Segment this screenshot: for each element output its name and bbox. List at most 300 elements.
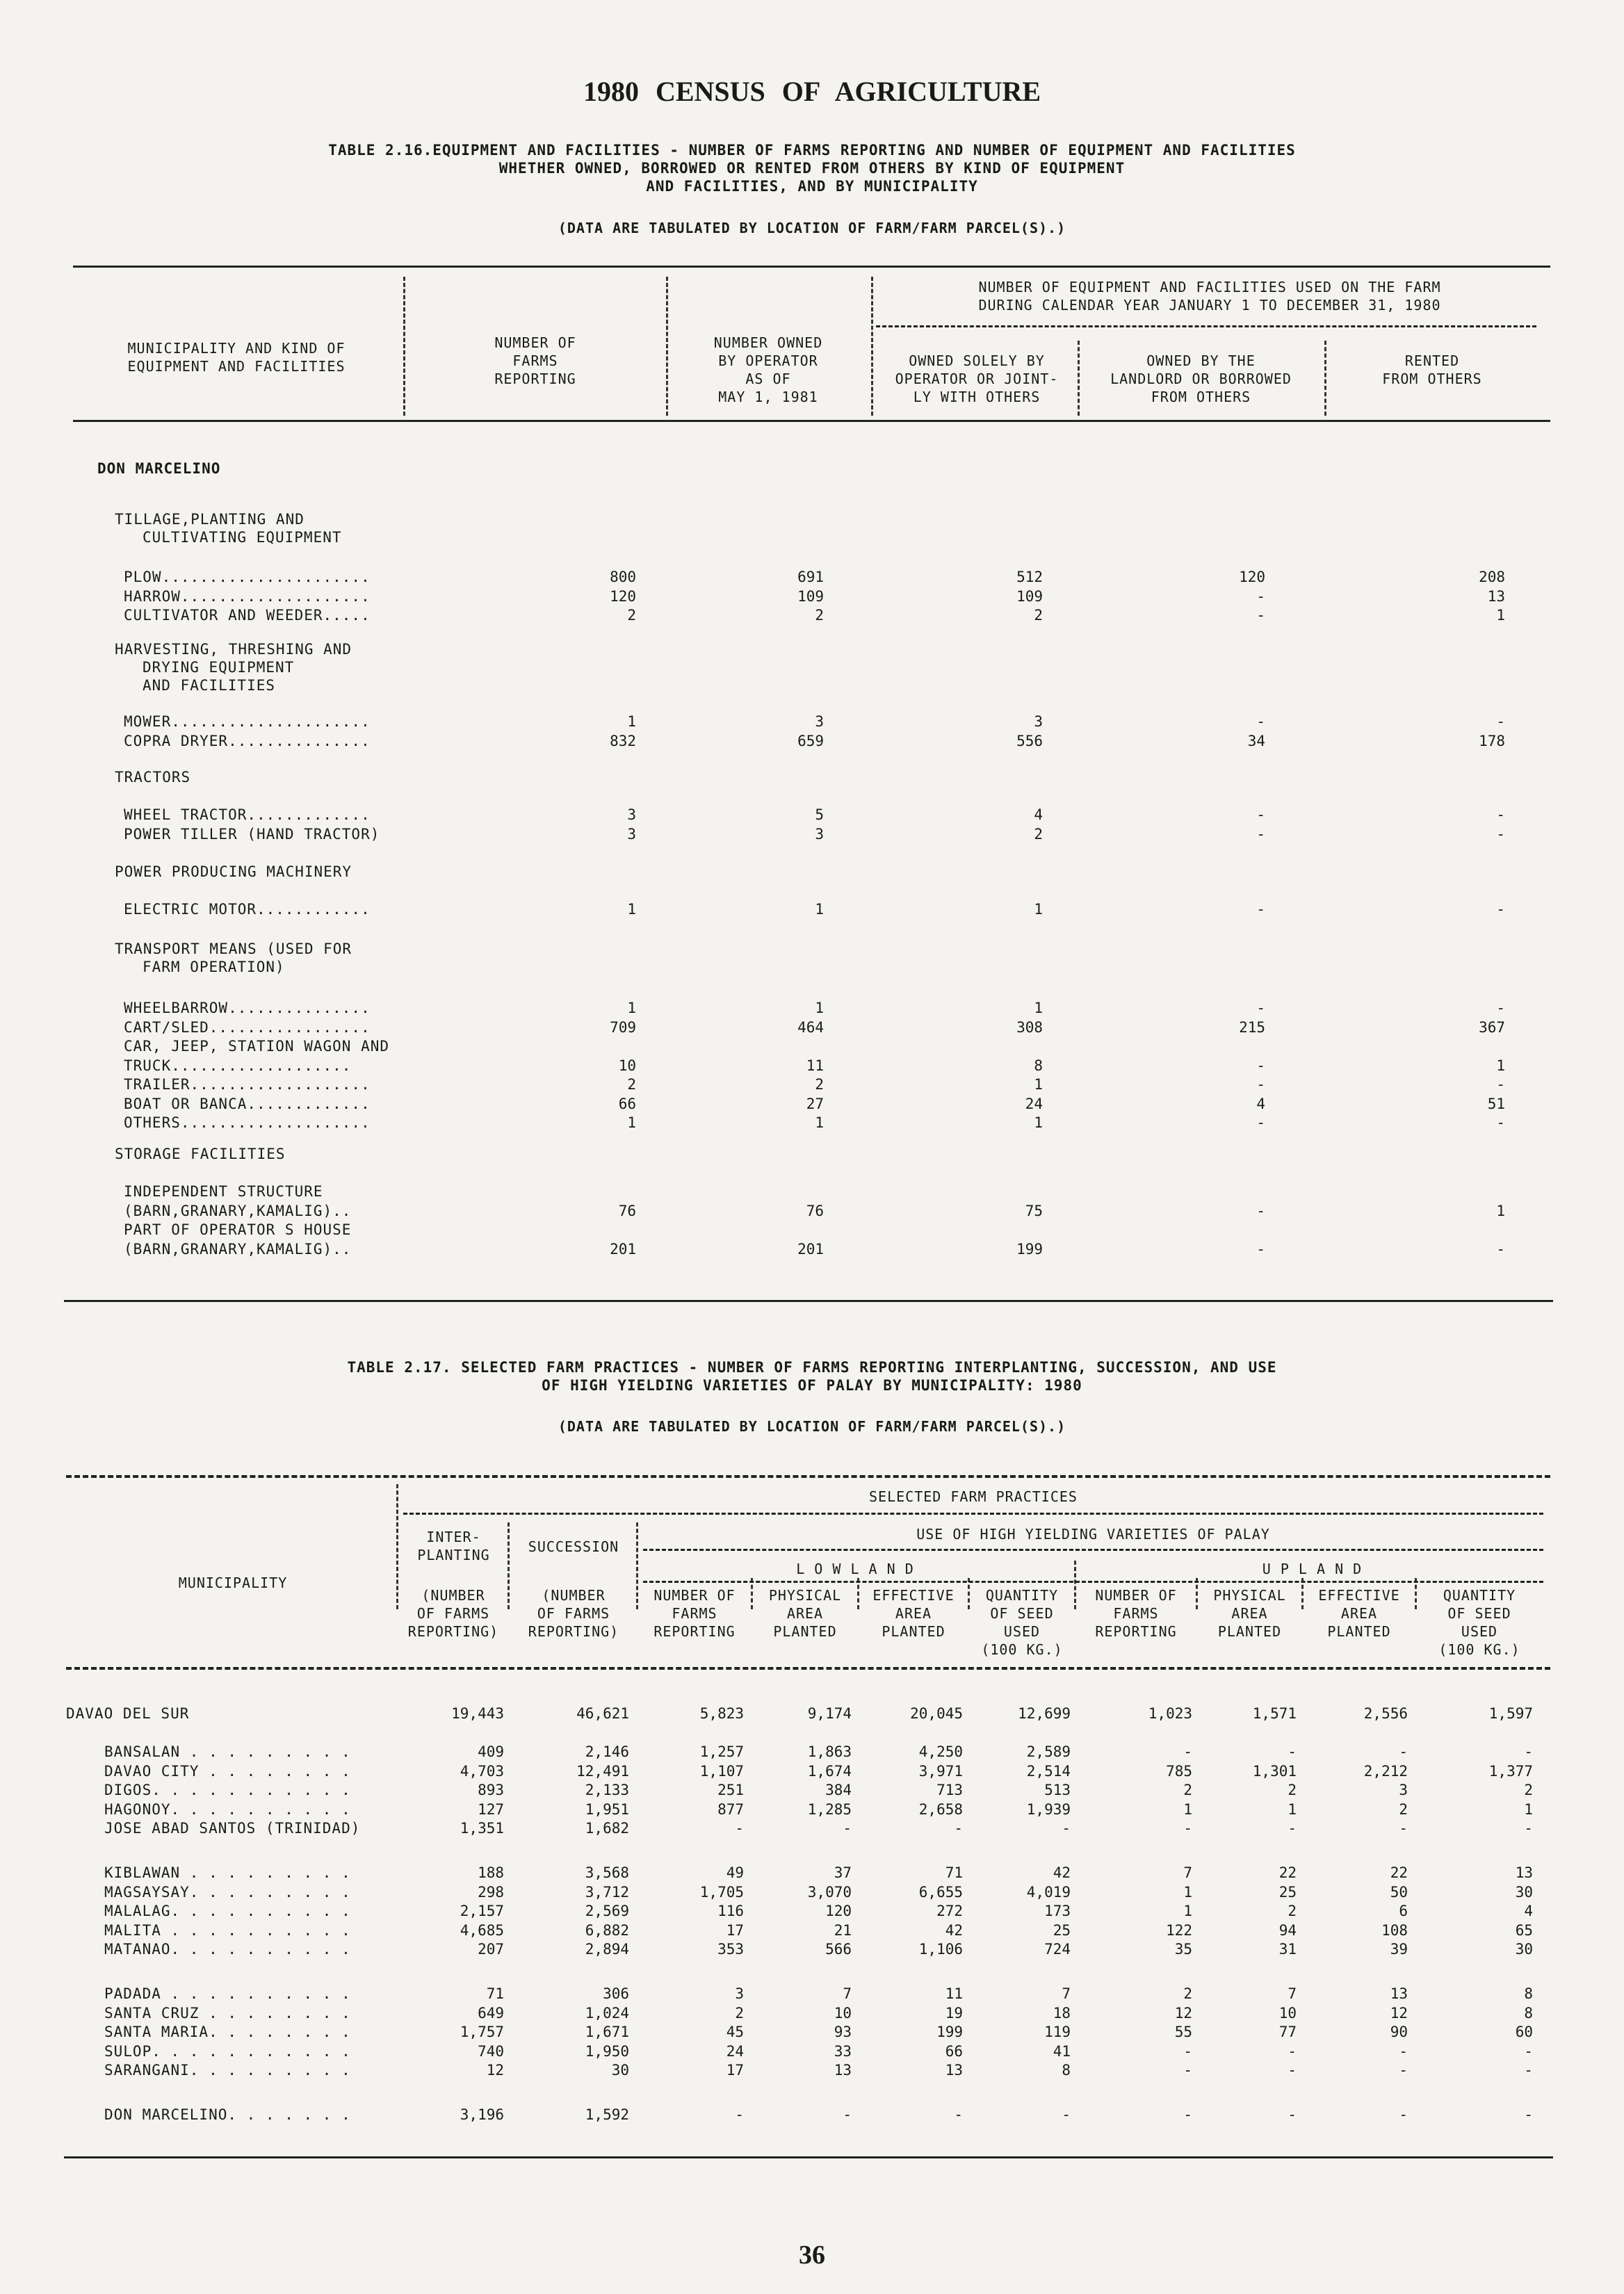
cell-value: 2 — [815, 1076, 824, 1093]
cell-value: 384 — [825, 1782, 852, 1798]
cell-value: 513 — [1044, 1782, 1071, 1798]
cell-value: 3 — [815, 825, 824, 843]
cell-value: 649 — [478, 2004, 504, 2022]
cell-value: - — [1256, 1076, 1265, 1093]
cell-value: 8 — [1034, 1057, 1043, 1074]
row-label: CULTIVATOR AND WEEDER..... — [124, 607, 371, 624]
table1-header-farms: NUMBER OF FARMS REPORTING — [494, 334, 576, 387]
section-heading: TILLAGE,PLANTING AND — [115, 511, 304, 528]
cell-value: 39 — [1390, 1941, 1408, 1958]
cell-value: 709 — [610, 1018, 636, 1036]
row-label: DAVAO CITY . . . . . . . . — [104, 1762, 351, 1780]
cell-value: 22 — [1390, 1864, 1408, 1881]
cell-value: 2 — [627, 1076, 636, 1093]
cell-value: 2,589 — [1026, 1743, 1071, 1760]
cell-value: - — [1496, 1000, 1505, 1016]
cell-value: - — [1256, 713, 1265, 730]
cell-value: 12,699 — [1018, 1705, 1071, 1722]
row-label: ELECTRIC MOTOR............ — [124, 901, 371, 918]
table1-vsep — [1078, 341, 1080, 416]
cell-value: 1 — [1034, 901, 1043, 918]
cell-value: - — [1183, 2042, 1192, 2060]
cell-value: 3 — [735, 1985, 744, 2002]
table1-header-landlord: OWNED BY THE LANDLORD OR BORROWED FROM OTHERS — [1110, 352, 1292, 405]
cell-value: 1,023 — [1148, 1705, 1192, 1722]
table2-header-c2: (NUMBER OF FARMS REPORTING) — [528, 1587, 619, 1640]
table1-vsep — [1324, 341, 1326, 416]
row-label: INDEPENDENT STRUCTURE — [124, 1183, 323, 1200]
cell-value: 2 — [1288, 1782, 1297, 1798]
cell-value: 31 — [1278, 1941, 1297, 1958]
cell-value: 1,257 — [699, 1743, 744, 1760]
cell-value: - — [1256, 1202, 1265, 1219]
cell-value: 1,592 — [585, 2106, 629, 2123]
cell-value: - — [1256, 806, 1265, 823]
row-label: BOAT OR BANCA............. — [124, 1095, 371, 1112]
cell-value: 60 — [1515, 2024, 1533, 2040]
cell-value: - — [843, 2106, 852, 2123]
cell-value: 76 — [618, 1202, 636, 1219]
cell-value: 7 — [843, 1985, 852, 2002]
cell-value: 25 — [1053, 1921, 1071, 1939]
cell-value: 66 — [618, 1095, 636, 1112]
table2-header-c5: EFFECTIVE AREA PLANTED — [872, 1587, 955, 1640]
cell-value: 1 — [1034, 1076, 1043, 1093]
cell-value: 3,568 — [585, 1864, 629, 1881]
cell-value: 4,019 — [1026, 1883, 1071, 1901]
section-heading: FARM OPERATION) — [143, 959, 285, 975]
cell-value: 42 — [945, 1921, 963, 1939]
cell-value: 120 — [825, 1903, 852, 1919]
cell-value: 1 — [1183, 1903, 1192, 1919]
row-label: COPRA DRYER............... — [124, 732, 371, 749]
cell-value: 46,621 — [576, 1705, 629, 1722]
cell-value: 19,443 — [451, 1705, 504, 1722]
cell-value: 65 — [1515, 1921, 1533, 1939]
cell-value: 18 — [1053, 2004, 1071, 2022]
cell-value: 3,196 — [460, 2106, 504, 2123]
cell-value: 2 — [1034, 607, 1043, 624]
row-label: DON MARCELINO. . . . . . . — [104, 2106, 351, 2123]
row-label: DAVAO DEL SUR — [66, 1705, 190, 1722]
cell-value: - — [735, 2106, 744, 2123]
row-label: (BARN,GRANARY,KAMALIG).. — [124, 1240, 352, 1258]
cell-value: 3 — [1034, 713, 1043, 730]
cell-value: 13 — [834, 2062, 852, 2079]
cell-value: - — [1524, 2106, 1533, 2123]
cell-value: 1,597 — [1488, 1705, 1533, 1722]
cell-value: - — [1496, 1114, 1505, 1131]
cell-value: - — [1399, 1820, 1408, 1837]
cell-value: 251 — [717, 1782, 744, 1798]
cell-value: 800 — [610, 569, 636, 585]
cell-value: 35 — [1174, 1941, 1192, 1958]
cell-value: 3 — [815, 713, 824, 730]
cell-value: 94 — [1278, 1921, 1297, 1939]
cell-value: 1 — [1183, 1800, 1192, 1818]
cell-value: 6 — [1399, 1903, 1408, 1919]
table2-header-selected: SELECTED FARM PRACTICES — [869, 1488, 1078, 1505]
cell-value: 6,655 — [918, 1883, 963, 1901]
cell-value: 24 — [1025, 1095, 1043, 1112]
cell-value: 713 — [936, 1782, 963, 1798]
cell-value: 199 — [936, 2024, 963, 2040]
cell-value: - — [1183, 1743, 1192, 1760]
row-label: KIBLAWAN . . . . . . . . . — [104, 1864, 351, 1881]
cell-value: 10 — [1278, 2004, 1297, 2022]
cell-value: 12 — [1174, 2004, 1192, 2022]
cell-value: 5,823 — [699, 1705, 744, 1722]
cell-value: 3,070 — [807, 1883, 852, 1901]
cell-value: 2 — [735, 2004, 744, 2022]
cell-value: 2,894 — [585, 1941, 629, 1958]
cell-value: 272 — [936, 1903, 963, 1919]
cell-value: 7 — [1288, 1985, 1297, 2002]
cell-value: 877 — [717, 1800, 744, 1818]
section-heading: CULTIVATING EQUIPMENT — [143, 529, 342, 546]
cell-value: 556 — [1016, 732, 1043, 749]
row-label: MAGSAYSAY. . . . . . . . . — [104, 1883, 351, 1901]
table1-vsep — [403, 277, 405, 416]
cell-value: 19 — [945, 2004, 963, 2022]
cell-value: 17 — [726, 1921, 744, 1939]
cell-value: - — [1256, 901, 1265, 918]
cell-value: 22 — [1278, 1864, 1297, 1881]
cell-value: 10 — [618, 1057, 636, 1074]
cell-value: 208 — [1479, 569, 1505, 585]
cell-value: 1,285 — [807, 1800, 852, 1818]
cell-value: - — [1524, 2062, 1533, 2079]
table1-header-solely: OWNED SOLELY BY OPERATOR OR JOINT- LY WITH OTHERS — [895, 352, 1059, 405]
table2-header-c7: NUMBER OF FARMS REPORTING — [1095, 1587, 1177, 1640]
row-label: WHEEL TRACTOR............. — [124, 806, 371, 823]
cell-value: 207 — [478, 1941, 504, 1958]
cell-value: - — [1288, 2062, 1297, 2079]
table1-municipality: DON MARCELINO — [97, 460, 221, 477]
cell-value: 893 — [478, 1782, 504, 1798]
cell-value: 1,939 — [1026, 1800, 1071, 1818]
row-label: OTHERS.................... — [124, 1114, 371, 1131]
row-label: MALITA . . . . . . . . . . — [104, 1921, 351, 1939]
cell-value: 30 — [611, 2062, 629, 2079]
row-label: SARANGANI. . . . . . . . . — [104, 2062, 351, 2079]
cell-value: 1 — [1524, 1800, 1533, 1818]
row-label: TRUCK................... — [124, 1057, 352, 1074]
cell-value: 13 — [945, 2062, 963, 2079]
table1-vsep — [871, 277, 873, 416]
table2-header-c3: NUMBER OF FARMS REPORTING — [653, 1587, 736, 1640]
cell-value: 1,351 — [460, 1820, 504, 1837]
row-label: CAR, JEEP, STATION WAGON AND — [124, 1038, 390, 1055]
cell-value: 9,174 — [807, 1705, 852, 1722]
table2-header-inter: INTER- PLANTING — [417, 1529, 490, 1563]
cell-value: 201 — [610, 1240, 636, 1258]
section-heading: DRYING EQUIPMENT — [143, 659, 295, 676]
cell-value: 173 — [1044, 1903, 1071, 1919]
section-heading: POWER PRODUCING MACHINERY — [115, 863, 352, 880]
cell-value: 308 — [1016, 1018, 1043, 1036]
cell-value: 188 — [478, 1864, 504, 1881]
cell-value: 75 — [1025, 1202, 1043, 1219]
cell-value: - — [1256, 607, 1265, 624]
cell-value: 178 — [1479, 732, 1505, 749]
cell-value: - — [1288, 2106, 1297, 2123]
row-label: POWER TILLER (HAND TRACTOR) — [124, 825, 380, 843]
cell-value: 127 — [478, 1800, 504, 1818]
row-label: MATANAO. . . . . . . . . . — [104, 1941, 351, 1958]
row-label: DIGOS. . . . . . . . . . . — [104, 1782, 351, 1798]
cell-value: 1,106 — [918, 1941, 963, 1958]
cell-value: - — [1496, 713, 1505, 730]
cell-value: 1,301 — [1252, 1762, 1297, 1780]
cell-value: - — [1256, 587, 1265, 605]
cell-value: 2 — [1524, 1782, 1533, 1798]
cell-value: 77 — [1278, 2024, 1297, 2040]
row-label: JOSE ABAD SANTOS (TRINIDAD) — [104, 1820, 361, 1837]
row-label: BANSALAN . . . . . . . . . — [104, 1743, 351, 1760]
cell-value: 12 — [486, 2062, 504, 2079]
cell-value: 6,882 — [585, 1921, 629, 1939]
cell-value: - — [1496, 1076, 1505, 1093]
cell-value: 10 — [834, 2004, 852, 2022]
table2-header-succession: SUCCESSION — [528, 1538, 619, 1555]
cell-value: 7 — [1062, 1985, 1071, 2002]
cell-value: 41 — [1053, 2042, 1071, 2060]
cell-value: 1,571 — [1252, 1705, 1297, 1722]
cell-value: 55 — [1174, 2024, 1192, 2040]
cell-value: 2 — [1288, 1903, 1297, 1919]
cell-value: - — [1524, 1820, 1533, 1837]
cell-value: 122 — [1166, 1921, 1192, 1939]
cell-value: - — [1399, 2062, 1408, 2079]
cell-value: 1,951 — [585, 1800, 629, 1818]
page-title: 1980 CENSUS OF AGRICULTURE — [583, 76, 1041, 107]
row-label: PLOW...................... — [124, 569, 371, 585]
row-label: HARROW.................... — [124, 587, 371, 605]
cell-value: 1 — [1496, 607, 1505, 624]
cell-value: 1,377 — [1488, 1762, 1533, 1780]
table2-header-bottom-rule — [66, 1667, 1550, 1670]
cell-value: 109 — [1016, 587, 1043, 605]
cell-value: 464 — [797, 1018, 824, 1036]
cell-value: 1 — [1034, 1114, 1043, 1131]
cell-value: 17 — [726, 2062, 744, 2079]
cell-value: 2 — [815, 607, 824, 624]
row-label: HAGONOY. . . . . . . . . . — [104, 1800, 351, 1818]
table1-header-municipality: MUNICIPALITY AND KIND OF EQUIPMENT AND FACILITIES — [127, 340, 346, 375]
cell-value: - — [1288, 1743, 1297, 1760]
cell-value: 367 — [1479, 1018, 1505, 1036]
cell-value: 4,685 — [460, 1921, 504, 1939]
page-number: 36 — [799, 2240, 825, 2270]
table2-header-hyv: USE OF HIGH YIELDING VARIETIES OF PALAY — [916, 1526, 1270, 1543]
table2-top-rule — [66, 1475, 1550, 1478]
row-label: WHEELBARROW............... — [124, 1000, 371, 1016]
row-label: MALALAG. . . . . . . . . . — [104, 1903, 351, 1919]
section-heading: STORAGE FACILITIES — [115, 1146, 286, 1162]
cell-value: 4,703 — [460, 1762, 504, 1780]
table1-top-rule — [73, 266, 1550, 268]
cell-value: 30 — [1515, 1941, 1533, 1958]
table2-header-c4: PHYSICAL AREA PLANTED — [768, 1587, 842, 1640]
cell-value: 740 — [478, 2042, 504, 2060]
cell-value: - — [1399, 1743, 1408, 1760]
cell-value: 51 — [1487, 1095, 1505, 1112]
cell-value: - — [1183, 1820, 1192, 1837]
cell-value: 8 — [1524, 1985, 1533, 2002]
cell-value: 409 — [478, 1743, 504, 1760]
cell-value: 1,107 — [699, 1762, 744, 1780]
cell-value: 5 — [815, 806, 824, 823]
cell-value: - — [954, 2106, 963, 2123]
cell-value: 20,045 — [910, 1705, 963, 1722]
cell-value: 13 — [1390, 1985, 1408, 2002]
cell-value: 116 — [717, 1903, 744, 1919]
cell-value: 13 — [1487, 587, 1505, 605]
row-label: SULOP. . . . . . . . . . . — [104, 2042, 351, 2060]
cell-value: 4 — [1256, 1095, 1265, 1112]
cell-value: - — [1496, 1240, 1505, 1258]
cell-value: 49 — [726, 1864, 744, 1881]
cell-value: 2,514 — [1026, 1762, 1071, 1780]
table1-header-owned: NUMBER OWNED BY OPERATOR AS OF MAY 1, 1981 — [713, 334, 823, 405]
row-label: MOWER..................... — [124, 713, 371, 730]
cell-value: 1,705 — [699, 1883, 744, 1901]
cell-value: 659 — [797, 732, 824, 749]
table2-note: (DATA ARE TABULATED BY LOCATION OF FARM/FARM PARCEL(S).) — [558, 1418, 1066, 1435]
cell-value: 1,674 — [807, 1762, 852, 1780]
cell-value: 30 — [1515, 1883, 1533, 1901]
section-heading: TRACTORS — [115, 769, 191, 786]
cell-value: - — [1496, 825, 1505, 843]
cell-value: 90 — [1390, 2024, 1408, 2040]
cell-value: - — [954, 1820, 963, 1837]
cell-value: 3 — [1399, 1782, 1408, 1798]
cell-value: 71 — [945, 1864, 963, 1881]
section-heading: TRANSPORT MEANS (USED FOR — [115, 941, 352, 957]
cell-value: 2,569 — [585, 1903, 629, 1919]
cell-value: 24 — [726, 2042, 744, 2060]
table2-header-lowland: L O W L A N D — [796, 1561, 914, 1577]
cell-value: 1 — [627, 1000, 636, 1016]
table2-bottom-rule — [64, 2156, 1553, 2158]
table2-title-line1: TABLE 2.17. SELECTED FARM PRACTICES - NUMBER OF FARMS REPORTING INTERPLANTING, SUCCESSION, AND USE — [347, 1359, 1277, 1376]
cell-value: - — [1256, 1057, 1265, 1074]
cell-value: 4 — [1034, 806, 1043, 823]
table1-title-line2: WHETHER OWNED, BORROWED OR RENTED FROM OTHERS BY KIND OF EQUIPMENT — [498, 160, 1126, 177]
cell-value: 2 — [1034, 825, 1043, 843]
cell-value: 71 — [486, 1985, 504, 2002]
row-label: PADADA . . . . . . . . . . — [104, 1985, 351, 2002]
row-label: SANTA CRUZ . . . . . . . . — [104, 2004, 351, 2022]
table2-header-upland: U P L A N D — [1262, 1561, 1363, 1577]
cell-value: - — [1256, 1000, 1265, 1016]
cell-value: 119 — [1044, 2024, 1071, 2040]
cell-value: 2 — [1399, 1800, 1408, 1818]
table2-rule — [643, 1581, 1543, 1583]
cell-value: 2,658 — [918, 1800, 963, 1818]
cell-value: - — [1496, 806, 1505, 823]
cell-value: - — [1524, 1743, 1533, 1760]
row-label: (BARN,GRANARY,KAMALIG).. — [124, 1202, 352, 1219]
cell-value: 2,556 — [1363, 1705, 1408, 1722]
cell-value: 1,671 — [585, 2024, 629, 2040]
cell-value: 21 — [834, 1921, 852, 1939]
cell-value: 42 — [1053, 1864, 1071, 1881]
cell-value: 108 — [1381, 1921, 1408, 1939]
cell-value: 3 — [627, 825, 636, 843]
cell-value: 93 — [834, 2024, 852, 2040]
cell-value: 34 — [1247, 732, 1265, 749]
cell-value: 1 — [627, 713, 636, 730]
cell-value: 1 — [627, 1114, 636, 1131]
cell-value: 215 — [1239, 1018, 1265, 1036]
cell-value: 2,133 — [585, 1782, 629, 1798]
table1-header-rented: RENTED FROM OTHERS — [1382, 352, 1482, 387]
cell-value: 785 — [1166, 1762, 1192, 1780]
cell-value: 724 — [1044, 1941, 1071, 1958]
row-label: PART OF OPERATOR S HOUSE — [124, 1221, 352, 1238]
cell-value: - — [1399, 2042, 1408, 2060]
cell-value: 37 — [834, 1864, 852, 1881]
cell-value: 1 — [627, 901, 636, 918]
cell-value: 512 — [1016, 569, 1043, 585]
row-label: CART/SLED................. — [124, 1018, 371, 1036]
cell-value: 1,863 — [807, 1743, 852, 1760]
cell-value: - — [1183, 2106, 1192, 2123]
cell-value: 120 — [610, 587, 636, 605]
cell-value: 4 — [1524, 1903, 1533, 1919]
cell-value: 2,157 — [460, 1903, 504, 1919]
cell-value: 1,024 — [585, 2004, 629, 2022]
cell-value: - — [1256, 1240, 1265, 1258]
cell-value: 33 — [834, 2042, 852, 2060]
cell-value: 13 — [1515, 1864, 1533, 1881]
cell-value: 2 — [627, 607, 636, 624]
cell-value: 7 — [1183, 1864, 1192, 1881]
section-heading: AND FACILITIES — [143, 677, 276, 694]
table1-header-used-group: NUMBER OF EQUIPMENT AND FACILITIES USED ON THE FARM DURING CALENDAR YEAR JANUARY 1 TO DECEMBER 31, 1980 — [978, 279, 1441, 314]
section-heading: HARVESTING, THRESHING AND — [115, 641, 352, 658]
table2-rule — [643, 1549, 1543, 1551]
table1-title-line1: TABLE 2.16.EQUIPMENT AND FACILITIES - NUMBER OF FARMS REPORTING AND NUMBER OF EQUIPMENT AND FACILITIES — [328, 142, 1296, 158]
cell-value: 4,250 — [918, 1743, 963, 1760]
table1-note: (DATA ARE TABULATED BY LOCATION OF FARM/FARM PARCEL(S).) — [558, 220, 1066, 236]
cell-value: - — [1183, 2062, 1192, 2079]
cell-value: - — [735, 1820, 744, 1837]
table1-header-bottom-rule — [73, 420, 1550, 422]
row-label: SANTA MARIA. . . . . . . . — [104, 2024, 351, 2040]
table2-header-c9: EFFECTIVE AREA PLANTED — [1318, 1587, 1400, 1640]
cell-value: 201 — [797, 1240, 824, 1258]
cell-value: 199 — [1016, 1240, 1043, 1258]
table2-header-municipality: MUNICIPALITY — [178, 1575, 288, 1591]
cell-value: 1 — [815, 1114, 824, 1131]
cell-value: 3,971 — [918, 1762, 963, 1780]
cell-value: 1 — [815, 901, 824, 918]
cell-value: 2,212 — [1363, 1762, 1408, 1780]
cell-value: 1 — [815, 1000, 824, 1016]
cell-value: - — [1288, 2042, 1297, 2060]
cell-value: 50 — [1390, 1883, 1408, 1901]
cell-value: 298 — [478, 1883, 504, 1901]
cell-value: - — [1524, 2042, 1533, 2060]
cell-value: 2 — [1183, 1985, 1192, 2002]
table1-group-rule — [876, 325, 1536, 327]
cell-value: 306 — [603, 1985, 629, 2002]
table2-rule — [403, 1513, 1543, 1515]
row-label: TRAILER................... — [124, 1076, 371, 1093]
